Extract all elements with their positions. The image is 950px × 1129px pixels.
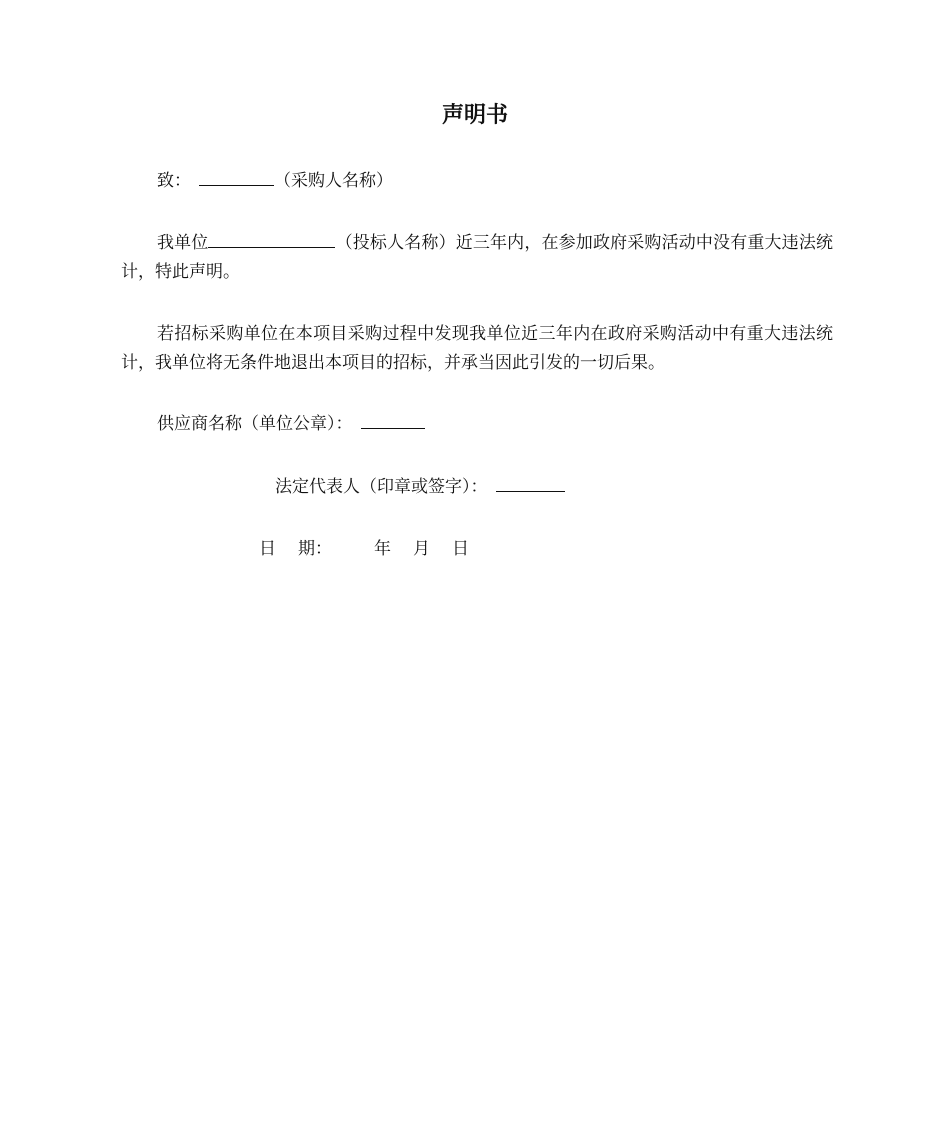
legal-rep-line — [275, 473, 565, 502]
document-title: 声明书 — [441, 103, 508, 128]
recipient-name-blank — [199, 167, 274, 186]
declaration-suffix: （投标人名称）近三年内，在参加政府采购活动中没有重大违法统计，特此声明。 — [121, 233, 833, 282]
recipient-suffix: （采购人名称） — [274, 171, 393, 191]
bidder-name-blank — [208, 229, 335, 248]
supplier-label: 供应商名称（单位公章）： — [157, 414, 353, 434]
date-month-label: 月 — [413, 539, 430, 559]
legal-rep-blank — [496, 473, 565, 492]
supplier-name-blank — [361, 410, 425, 429]
date-day-label: 日 — [452, 539, 469, 559]
consequence-paragraph: 若招标采购单位在本项目采购过程中发现我单位近三年内在政府采购活动中有重大违法统计，我单位将无条件地退出本项目的招标，并承当因此引发的一切后果。 — [121, 324, 833, 373]
declaration-paragraph — [121, 229, 833, 287]
declaration-prefix: 我单位 — [157, 233, 209, 253]
date-year-label: 年 — [374, 539, 391, 559]
recipient-line — [157, 167, 393, 196]
supplier-line — [157, 410, 425, 439]
date-line — [259, 535, 469, 564]
legal-rep-label: 法定代表人（印章或签字）： — [275, 477, 488, 497]
recipient-prefix: 致： — [157, 171, 191, 191]
date-day-char: 日 — [259, 539, 276, 559]
date-period-char: 期： — [298, 539, 332, 559]
